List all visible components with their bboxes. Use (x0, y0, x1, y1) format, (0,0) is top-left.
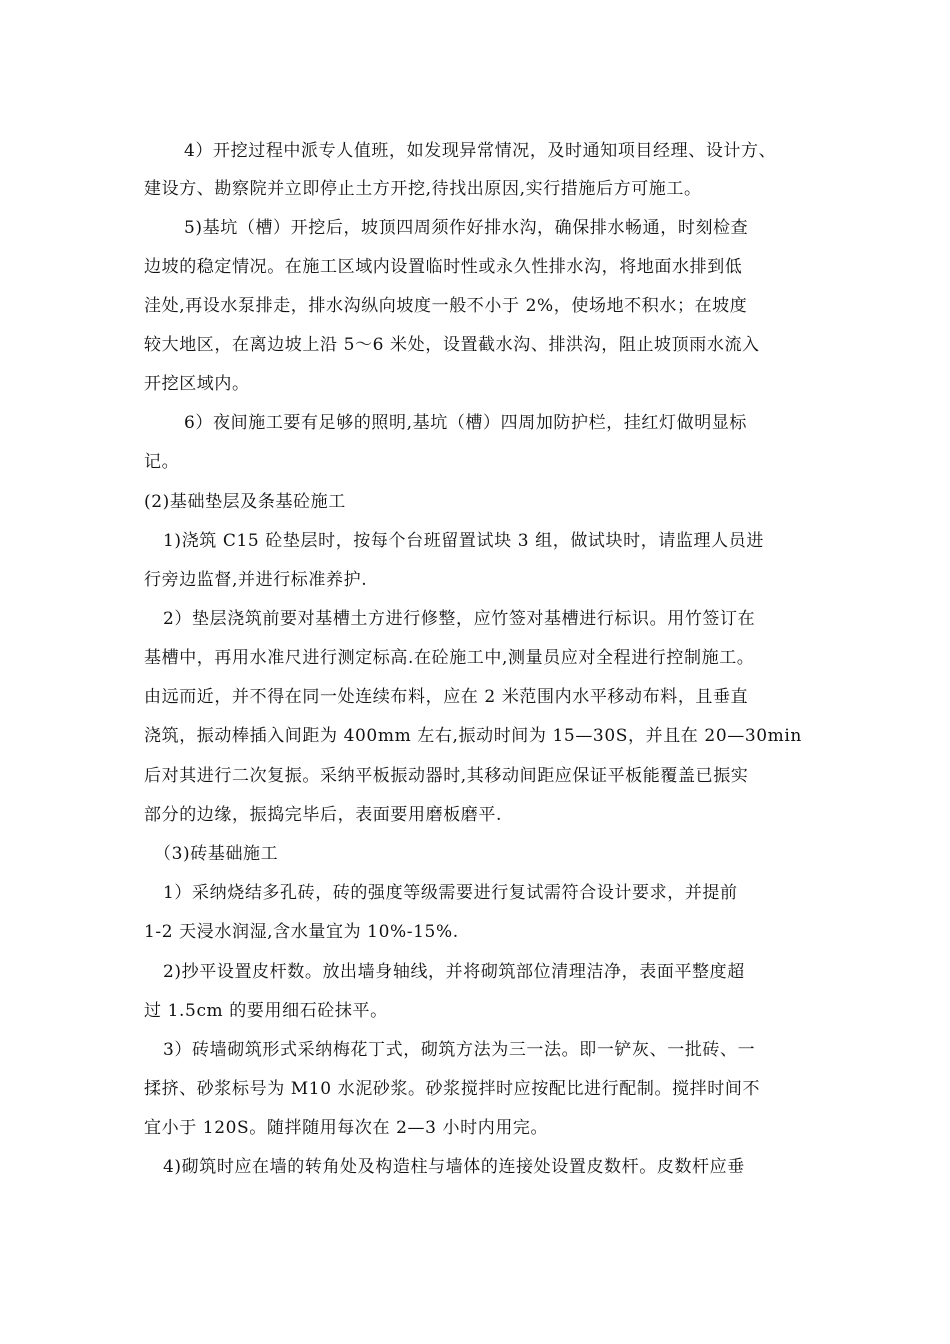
section-heading-3: （3)砖基础施工 (154, 844, 279, 864)
paragraph-5-line-2: 边坡的稳定情况。在施工区域内设置临时性或永久性排水沟，将地面水排到低 (144, 257, 743, 277)
section-3-item-3-line-3: 宜小于 120S。随拌随用每次在 2—3 小时内用完。 (144, 1118, 549, 1138)
section-2-item-2-line-4: 浇筑，振动棒插入间距为 400mm 左右,振动时间为 15—30S，并且在 20—30min (144, 726, 802, 746)
section-3-item-1-line-1: 1）采纳烧结多孔砖，砖的强度等级需要进行复试需符合设计要求，并提前 (163, 883, 738, 903)
paragraph-4-line-2: 建设方、勘察院并立即停止土方开挖,待找出原因,实行措施后方可施工。 (144, 179, 702, 199)
section-2-item-2-line-2: 基槽中，再用水准尺进行测定标高.在砼施工中,测量员应对全程进行控制施工。 (144, 648, 755, 668)
section-heading-2: (2)基础垫层及条基砼施工 (144, 492, 346, 512)
section-2-item-2-line-6: 部分的边缘，振捣完毕后，表面要用磨板磨平. (144, 805, 503, 825)
paragraph-5-line-1: 5)基坑（槽）开挖后，坡顶四周须作好排水沟，确保排水畅通，时刻检查 (184, 218, 749, 238)
section-3-item-2-line-2: 过 1.5cm 的要用细石砼抹平。 (144, 1001, 388, 1021)
section-2-item-1-line-1: 1)浇筑 C15 砼垫层时，按每个台班留置试块 3 组，做试块时，请监理人员进 (163, 531, 764, 551)
paragraph-5-line-3: 洼处,再设水泵排走，排水沟纵向坡度一般不小于 2%，使场地不积水；在坡度 (144, 296, 748, 316)
section-2-item-1-line-2: 行旁边监督,并进行标准养护. (144, 570, 368, 590)
section-2-item-2-line-5: 后对其进行二次复振。采纳平板振动器时,其移动间距应保证平板能覆盖已振实 (144, 766, 749, 786)
section-2-item-2-line-3: 由远而近，并不得在同一处连续布料，应在 2 米范围内水平移动布料，且垂直 (144, 687, 749, 707)
section-2-item-2-line-1: 2）垫层浇筑前要对基槽土方进行修整，应竹签对基槽进行标识。用竹签订在 (163, 609, 756, 629)
paragraph-5-line-5: 开挖区域内。 (144, 374, 250, 394)
section-3-item-3-line-1: 3）砖墙砌筑形式采纳梅花丁式，砌筑方法为三一法。即一铲灰、一批砖、一 (163, 1040, 756, 1060)
section-3-item-3-line-2: 揉挤、砂浆标号为 M10 水泥砂浆。砂浆搅拌时应按配比进行配制。搅拌时间不 (144, 1079, 761, 1099)
section-3-item-1-line-2: 1-2 天浸水润湿,含水量宜为 10%-15%. (144, 922, 459, 942)
section-3-item-4-line-1: 4)砌筑时应在墙的转角处及构造柱与墙体的连接处设置皮数杆。皮数杆应垂 (163, 1157, 745, 1177)
section-3-item-2-line-1: 2)抄平设置皮杆数。放出墙身轴线，并将砌筑部位清理洁净，表面平整度超 (163, 962, 745, 982)
paragraph-4-line-1: 4）开挖过程中派专人值班，如发现异常情况，及时通知项目经理、设计方、 (184, 141, 777, 161)
paragraph-6-line-1: 6）夜间施工要有足够的照明,基坑（槽）四周加防护栏，挂红灯做明显标 (184, 413, 748, 433)
paragraph-5-line-4: 较大地区，在离边坡上沿 5～6 米处，设置截水沟、排洪沟，阻止坡顶雨水流入 (144, 335, 760, 355)
paragraph-6-line-2: 记。 (144, 452, 180, 472)
